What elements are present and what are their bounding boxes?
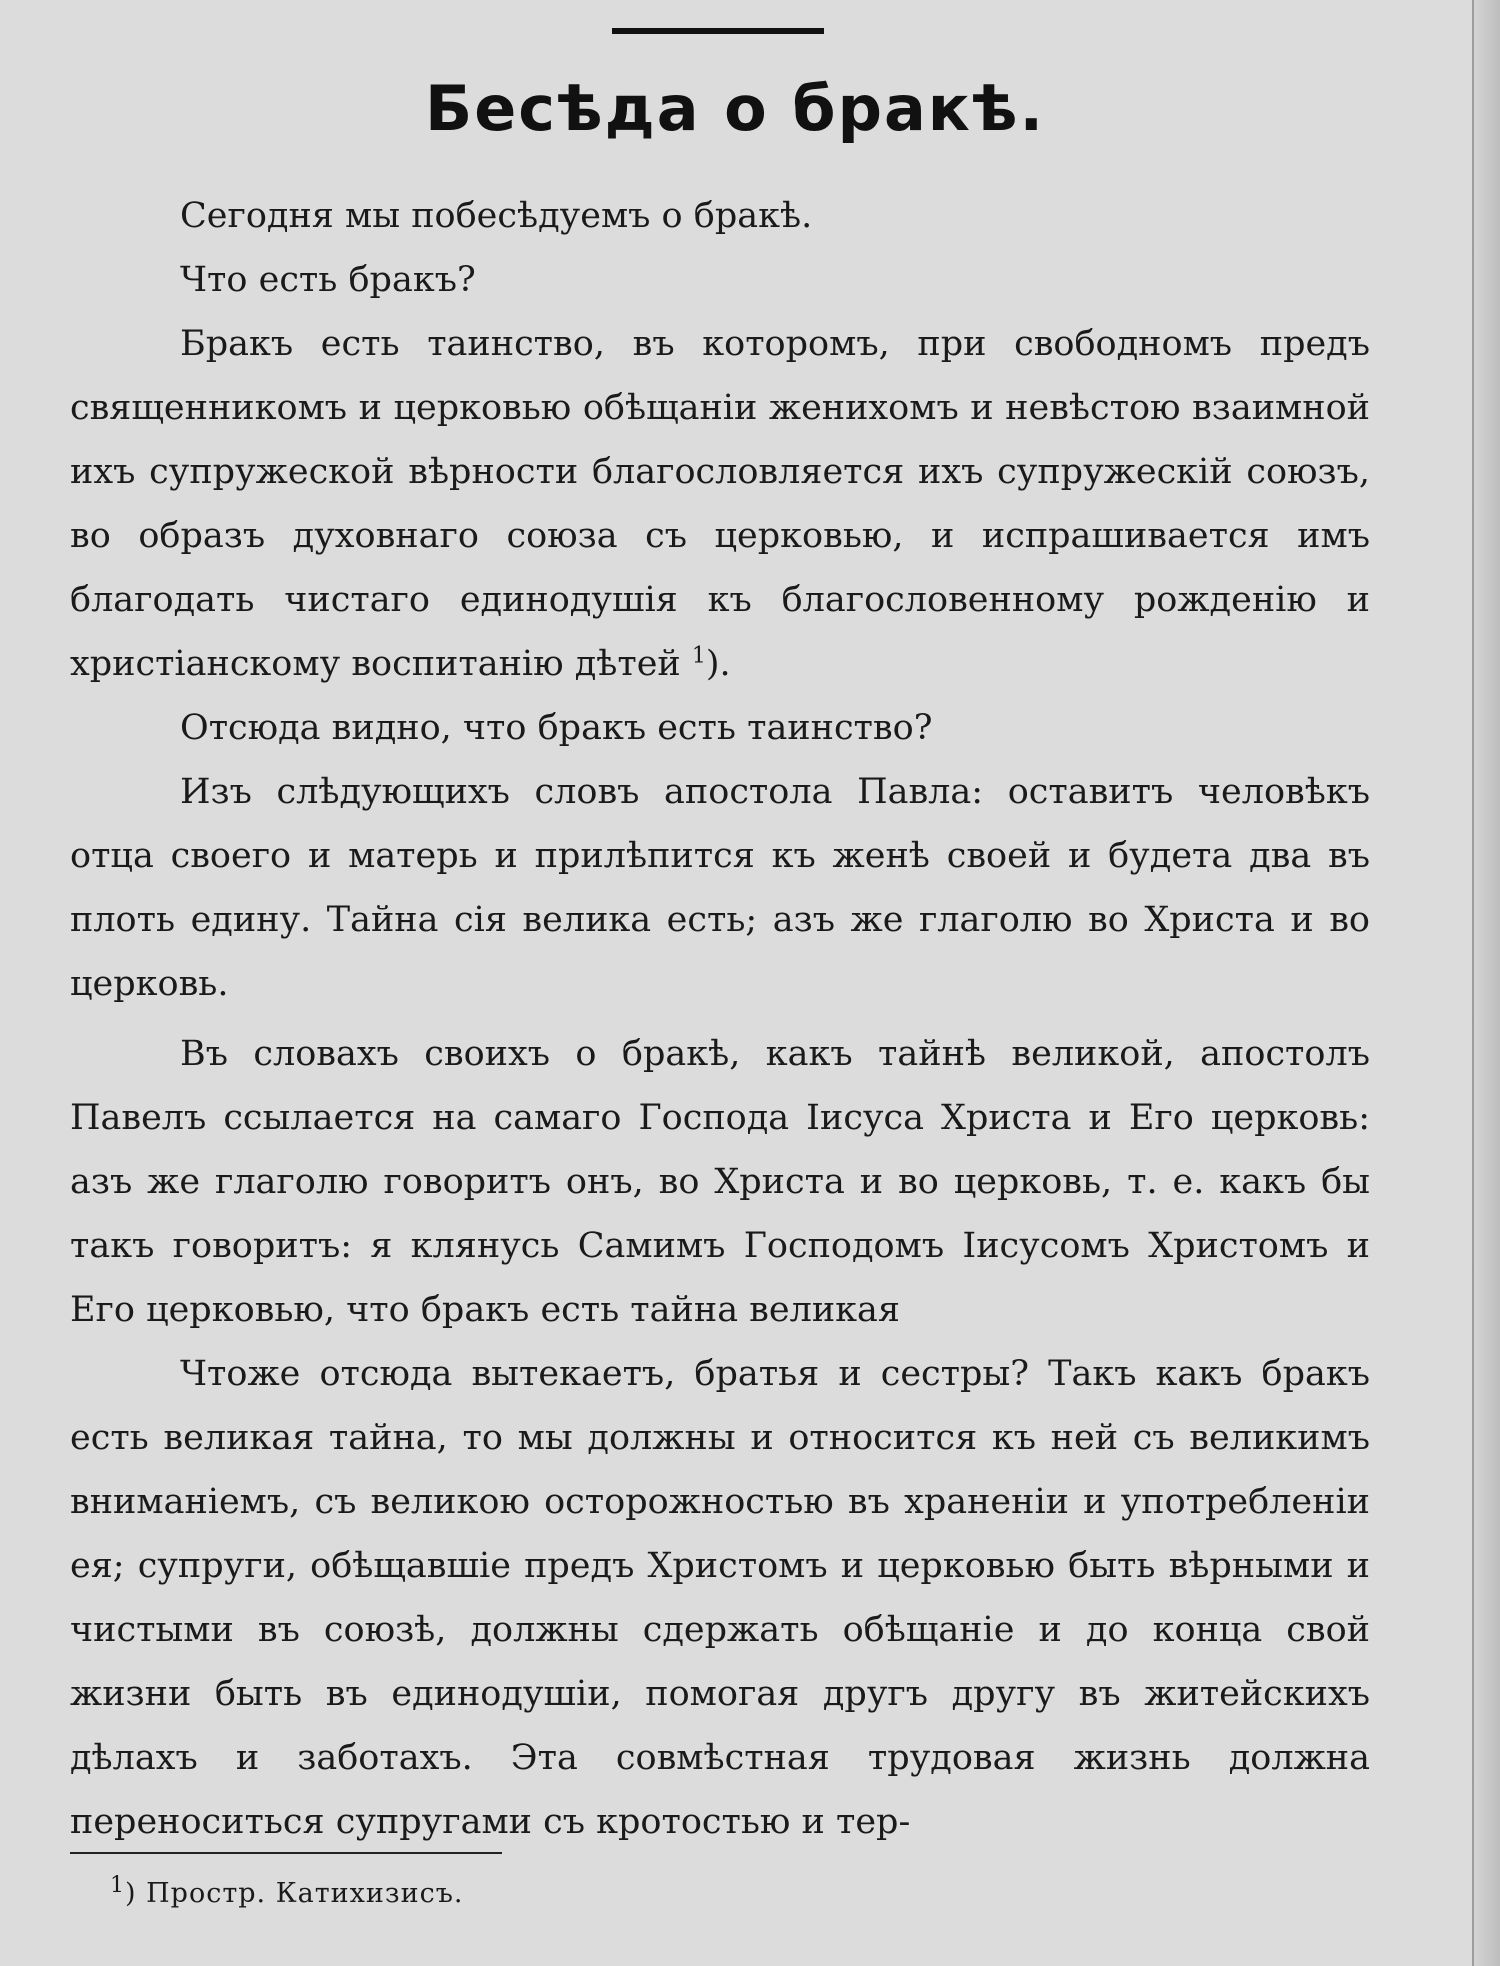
article-body bbox=[70, 184, 1370, 1854]
footnote-text: ) Простр. Катихизисъ. bbox=[125, 1878, 464, 1909]
page-title: Бесѣда о бракѣ. bbox=[424, 72, 1046, 145]
paragraph-3-text: Бракъ есть таинство, въ которомъ, при свободномъ предъ священникомъ и церковью обѣщаніи женихомъ и невѣстою взаимной ихъ супружеской вѣрности благословляется ихъ супружескій союзъ, во образъ духовнаго союза съ церковью, и испрашивается имъ благодать чистаго единодушія къ благословенному рожденію и христіанскому воспитанію дѣтей bbox=[70, 324, 1370, 684]
paragraph-6: Въ словахъ своихъ о бракѣ, какъ тайнѣ великой, апостолъ Павелъ ссылается на самаго Господа Іисуса Христа и Его церковь: азъ же глаголю говоритъ онъ, во Христа и во церковь, т. е. какъ бы такъ говоритъ: я клянусь Самимъ Господомъ Іисусомъ Христомъ и Его церковью, что бракъ есть тайна великая bbox=[70, 1034, 1370, 1330]
paragraph-1: Сегодня мы побесѣдуемъ о бракѣ. bbox=[180, 196, 813, 236]
paragraph-3 bbox=[70, 312, 1370, 696]
footnote-divider bbox=[70, 1852, 502, 1854]
paragraph-5: Изъ слѣдующихъ словъ апостола Павла: оставитъ человѣкъ отца своего и матерь и прилѣпится къ женѣ своей и будета два въ плоть едину. Тайна сія велика есть; азъ же глаголю во Христа и во церковь. bbox=[70, 772, 1370, 1004]
page-binding-edge bbox=[1472, 0, 1500, 1966]
paragraph-4: Отсюда видно, что бракъ есть таинство? bbox=[180, 708, 933, 748]
footnote-reference: 1 bbox=[691, 643, 706, 669]
paragraph-7: Чтоже отсюда вытекаетъ, братья и сестры? Такъ какъ бракъ есть великая тайна, то мы должны и относится къ ней съ великимъ вниманіемъ, съ великою осторожностью въ храненіи и употребленіи ея; супруги, обѣщавшіе предъ Христомъ и церковью быть вѣрными и чистыми въ союзѣ, должны сдержать обѣщаніе и до конца свой жизни быть въ единодушіи, помогая другъ другу въ житейскихъ дѣлахъ и заботахъ. Эта совмѣстная трудовая жизнь должна переноситься супругами съ кротостью и тер- bbox=[70, 1354, 1370, 1842]
footnote-marker: 1 bbox=[110, 1873, 125, 1898]
footnote bbox=[110, 1873, 464, 1912]
footnote-reference-close: ). bbox=[705, 644, 731, 684]
paragraph-2: Что есть бракъ? bbox=[180, 260, 476, 300]
top-rule bbox=[612, 28, 824, 34]
